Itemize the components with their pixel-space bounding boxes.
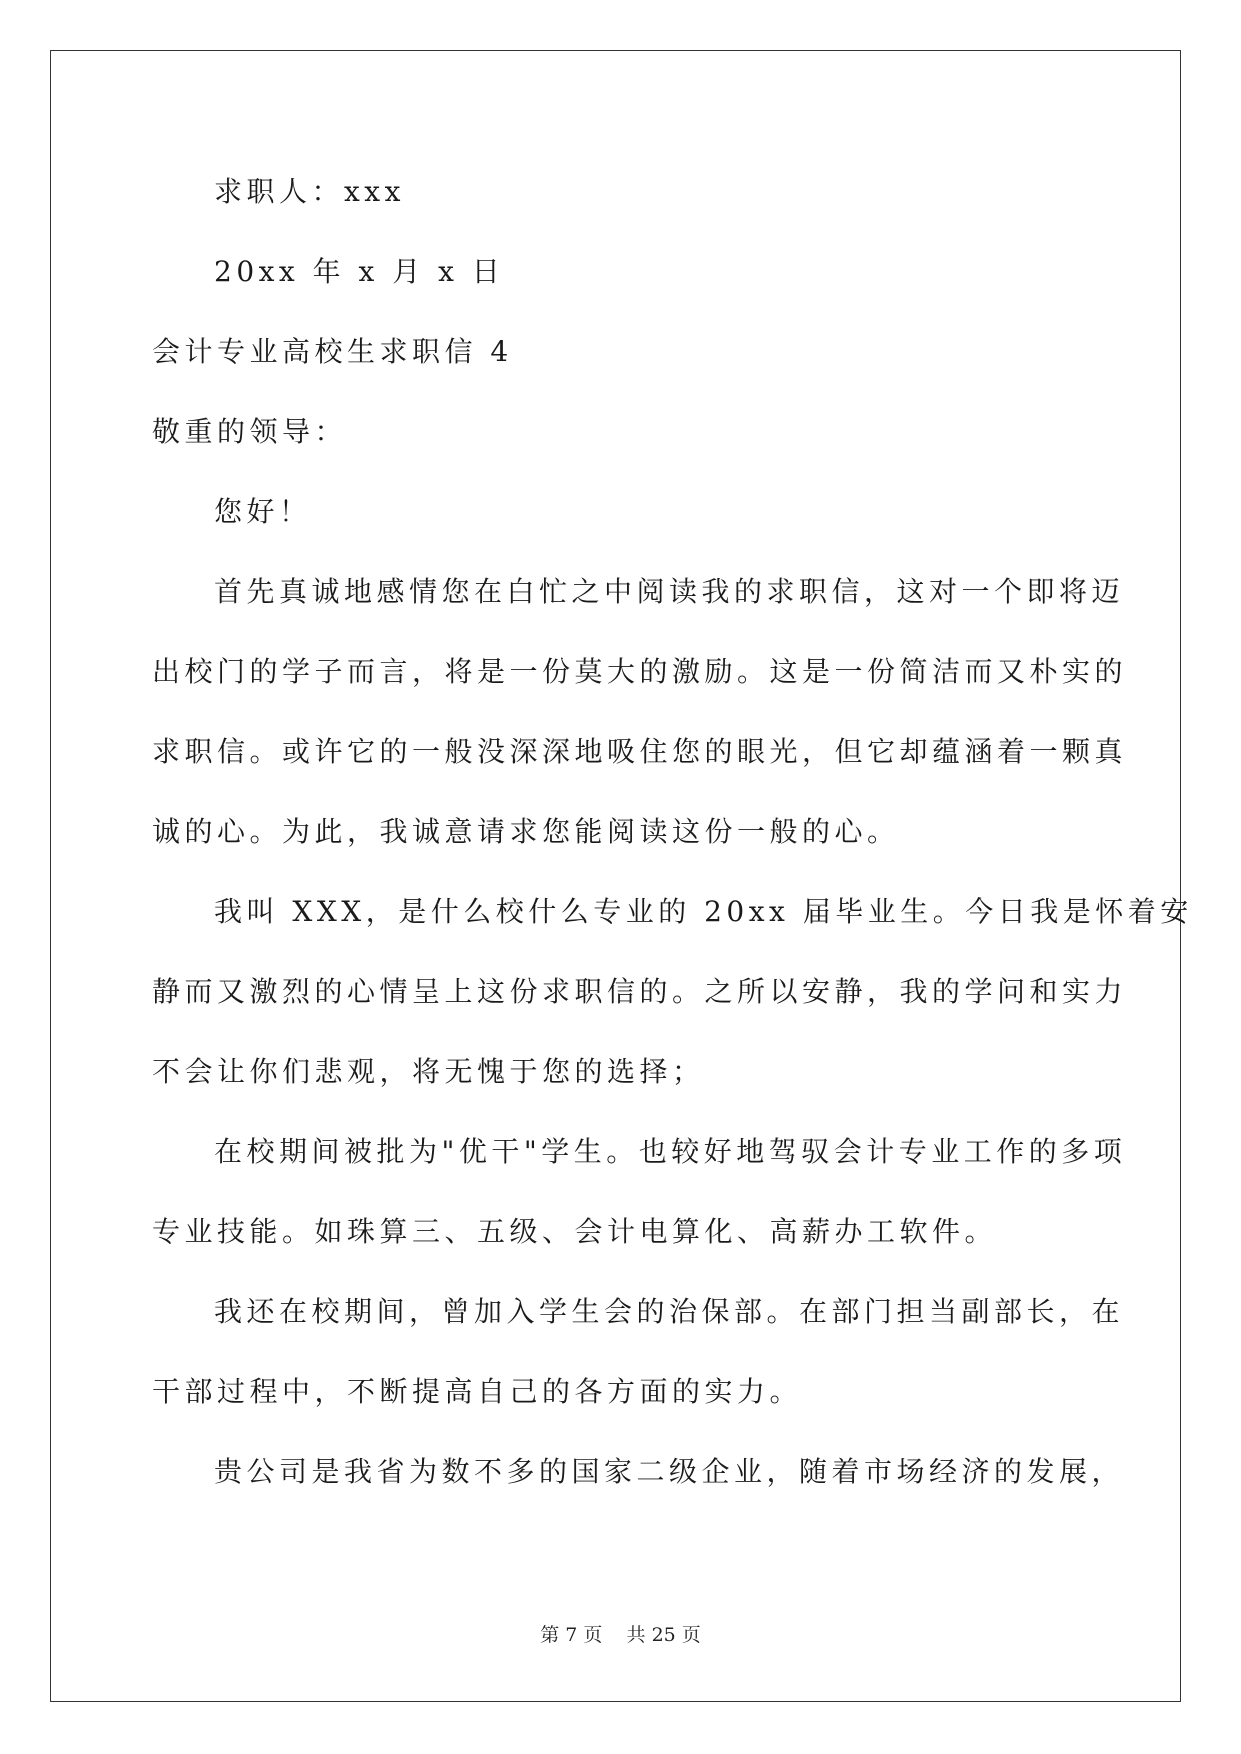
paragraph-4-line-1: 我还在校期间，曾加入学生会的治保部。在部门担当副部长，在	[214, 1295, 1125, 1328]
letter-title: 会计专业高校生求职信 4	[152, 335, 513, 368]
page-number-footer: 第 7 页 共 25 页	[540, 1624, 701, 1646]
paragraph-3-line-1: 在校期间被批为"优干"学生。也较好地驾驭会计专业工作的多项	[214, 1135, 1127, 1168]
paragraph-1-line-4: 诚的心。为此，我诚意请求您能阅读这份一般的心。	[152, 815, 900, 848]
paragraph-1-line-2: 出校门的学子而言，将是一份莫大的激励。这是一份简洁而又朴实的	[152, 655, 1128, 688]
date-line: 20xx 年 x 月 x 日	[214, 255, 505, 288]
paragraph-1-line-3: 求职信。或许它的一般没深深地吸住您的眼光，但它却蕴涵着一颗真	[152, 735, 1128, 768]
greeting: 您好！	[214, 495, 312, 528]
paragraph-4-line-2: 干部过程中，不断提高自己的各方面的实力。	[152, 1375, 803, 1408]
paragraph-3-line-2: 专业技能。如珠算三、五级、会计电算化、高薪办工软件。	[152, 1215, 998, 1248]
paragraph-5-line-1: 贵公司是我省为数不多的国家二级企业，随着市场经济的发展，	[214, 1455, 1125, 1488]
signature-line: 求职人：xxx	[214, 175, 405, 208]
paragraph-2-line-2: 静而又激烈的心情呈上这份求职信的。之所以安静，我的学问和实力	[152, 975, 1128, 1008]
salutation: 敬重的领导：	[152, 415, 348, 448]
paragraph-2-line-3: 不会让你们悲观，将无愧于您的选择；	[152, 1055, 705, 1088]
paragraph-1-line-1: 首先真诚地感情您在白忙之中阅读我的求职信，这对一个即将迈	[214, 575, 1125, 608]
paragraph-2-line-1: 我叫 XXX，是什么校什么专业的 20xx 届毕业生。今日我是怀着安	[214, 895, 1193, 928]
